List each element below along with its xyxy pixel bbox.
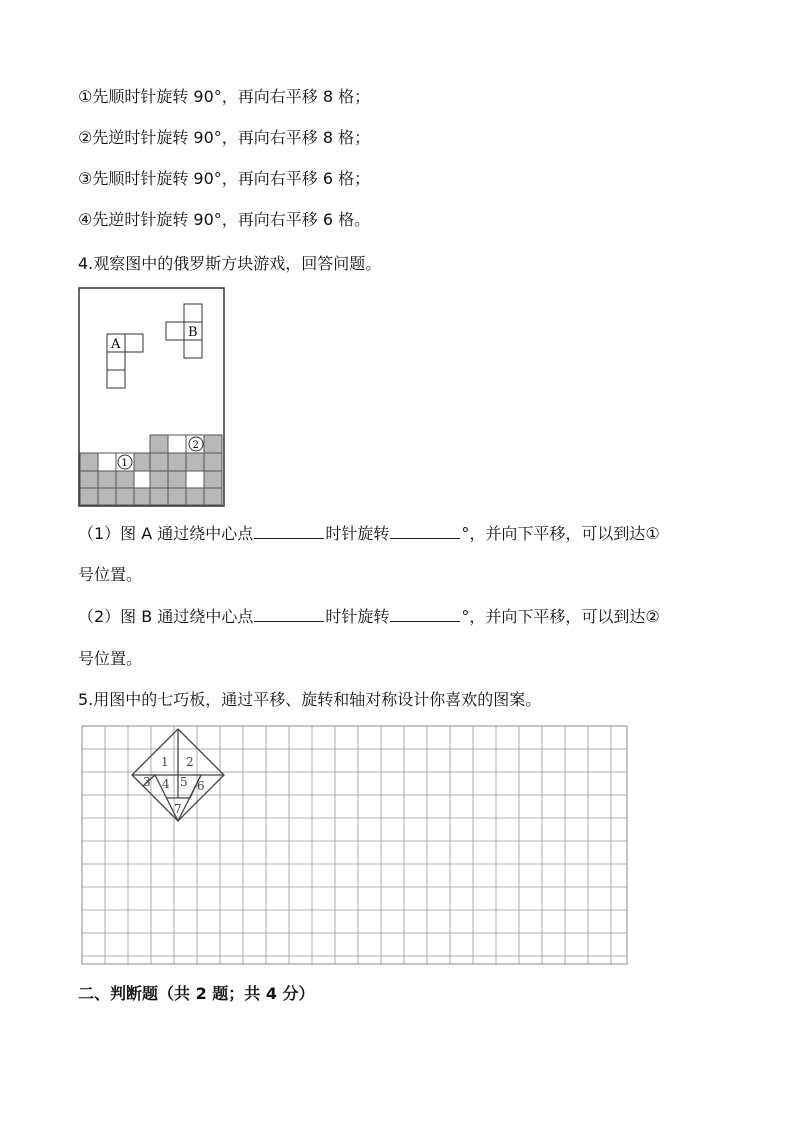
tetris-figure xyxy=(78,287,226,508)
tangram-label-7: 7 xyxy=(174,802,182,816)
q4-sub2-continued: 号位置。 xyxy=(78,649,143,668)
q4-sub1-blank-direction[interactable] xyxy=(254,523,324,539)
q4-sub2-blank-angle[interactable] xyxy=(390,606,460,622)
option-2: ②先逆时针旋转 90°，再向右平移 8 格； xyxy=(78,128,371,147)
q4-sub1-suffix: °，并向下平移，可以到达① xyxy=(461,524,660,543)
q4-sub1-continued: 号位置。 xyxy=(78,565,143,584)
tangram-label-6: 6 xyxy=(197,779,205,793)
q4-sub1-prefix: （1）图 A 通过绕中心点 xyxy=(78,524,254,543)
marker-1: 1 xyxy=(121,458,128,469)
section-2-heading: 二、判断题（共 2 题；共 4 分） xyxy=(78,984,315,1003)
question-4-title: 4.观察图中的俄罗斯方块游戏，回答问题。 xyxy=(78,254,382,273)
q4-sub2-prefix: （2）图 B 通过绕中心点 xyxy=(78,607,254,626)
q4-sub1-mid: 时针旋转 xyxy=(325,524,390,543)
tangram-label-2: 2 xyxy=(186,755,194,769)
tangram-label-3: 3 xyxy=(143,775,151,789)
q4-sub1-blank-angle[interactable] xyxy=(390,523,460,539)
q4-sub2-mid: 时针旋转 xyxy=(325,607,390,626)
option-1: ①先顺时针旋转 90°，再向右平移 8 格； xyxy=(78,87,371,106)
q4-sub1 xyxy=(78,523,660,545)
tangram-label-4: 4 xyxy=(162,777,170,791)
q4-sub2-blank-direction[interactable] xyxy=(254,606,324,622)
marker-2: 2 xyxy=(192,440,199,451)
piece-a-label: A xyxy=(111,337,121,352)
tangram-label-5: 5 xyxy=(180,775,188,789)
piece-b-label: B xyxy=(188,325,198,340)
tangram-grid xyxy=(78,722,628,966)
option-4: ④先逆时针旋转 90°，再向右平移 6 格。 xyxy=(78,210,371,229)
option-3: ③先顺时针旋转 90°，再向右平移 6 格； xyxy=(78,169,371,188)
q4-sub2-suffix: °，并向下平移，可以到达② xyxy=(461,607,660,626)
question-5-title: 5.用图中的七巧板，通过平移、旋转和轴对称设计你喜欢的图案。 xyxy=(78,690,542,709)
q4-sub2 xyxy=(78,606,660,628)
tangram-label-1: 1 xyxy=(161,755,169,769)
